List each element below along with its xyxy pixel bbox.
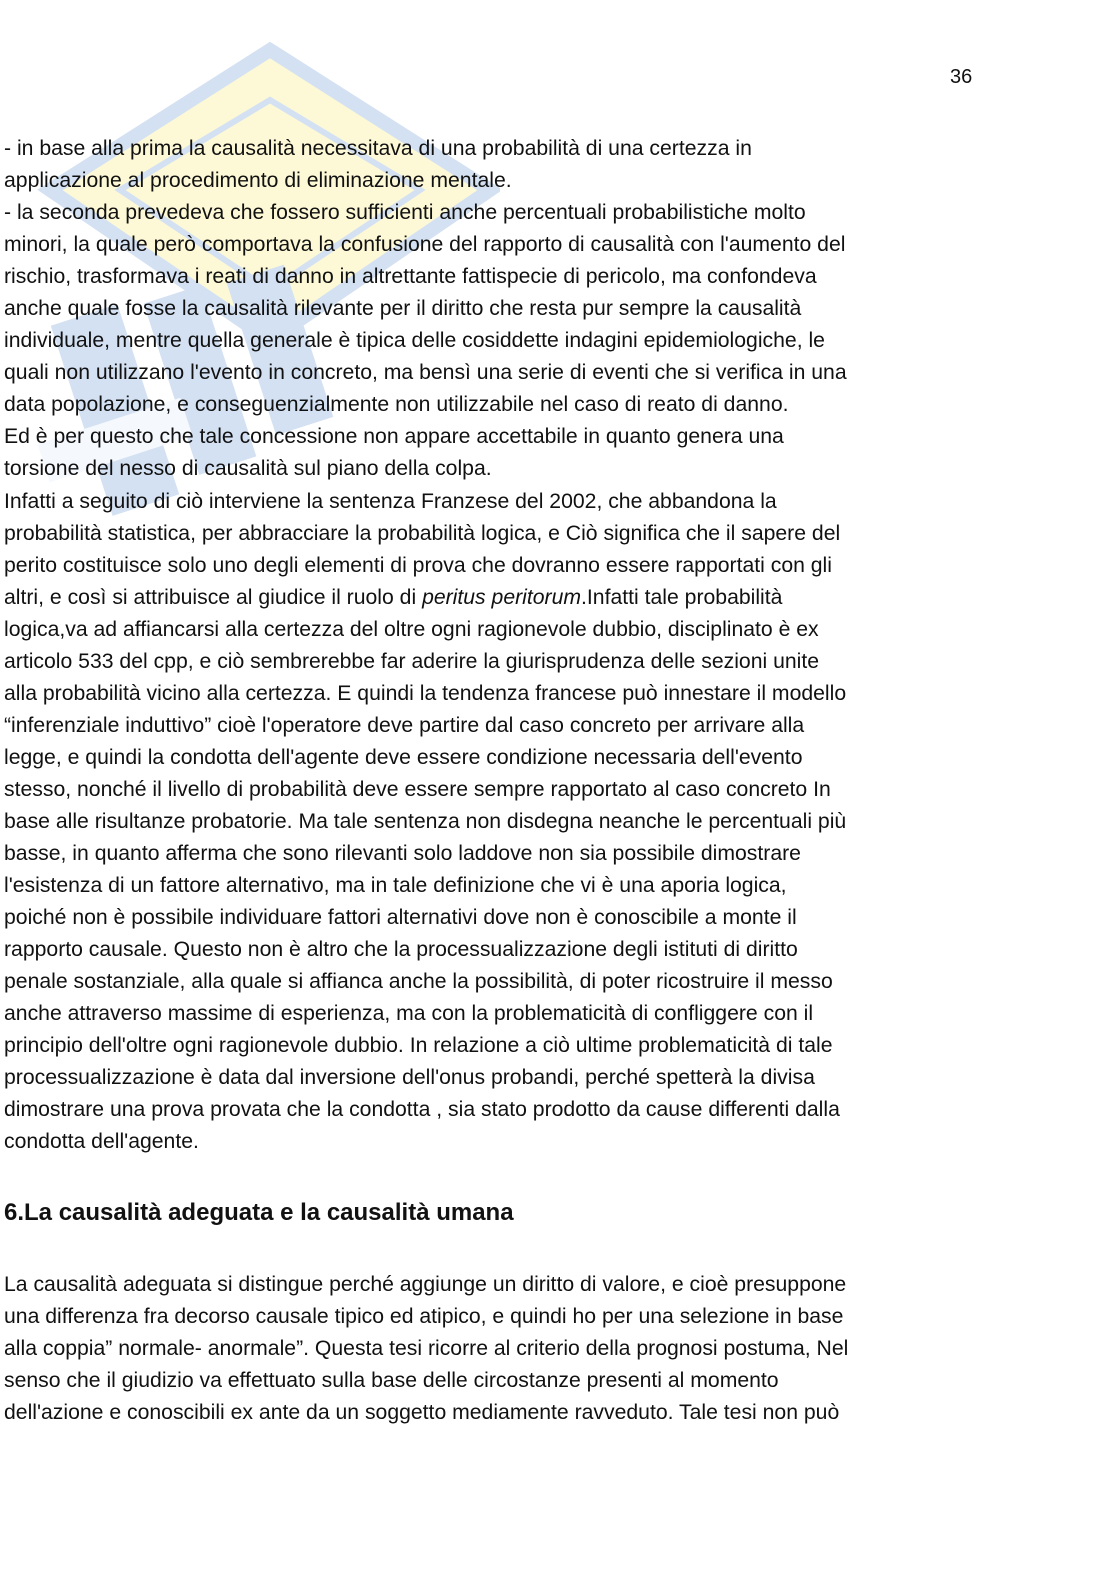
paragraph-causality-theories bbox=[4, 133, 989, 1159]
text-line: principio dell'oltre ogni ragionevole dubbio. In relazione a ciò ultime problematicità di tale bbox=[4, 1034, 833, 1058]
page-content bbox=[4, 133, 989, 1429]
text-line: probabilità statistica, per abbracciare la probabilità logica, e Ciò significa che il sapere del bbox=[4, 521, 841, 545]
text-line: condotta dell'agente. bbox=[4, 1130, 199, 1154]
text-line: torsione del nesso di causalità sul piano della colpa. bbox=[4, 457, 492, 481]
text-line: senso che il giudizio va effettuato sulla base delle circostanze presenti al momento bbox=[4, 1368, 779, 1392]
text-line: La causalità adeguata si distingue perché aggiunge un diritto di valore, e cioè presuppone bbox=[4, 1272, 847, 1296]
text-line: basse, in quanto afferma che sono rilevanti solo laddove non sia possibile dimostrare bbox=[4, 842, 801, 866]
paragraph-adequate-causality bbox=[4, 1269, 989, 1429]
text-line-peritus bbox=[4, 582, 989, 614]
text-line: poiché non è possibile individuare fattori alternativi dove non è conoscibile a monte il bbox=[4, 906, 797, 930]
text-line: - la seconda prevedeva che fossero sufficienti anche percentuali probabilistiche molto bbox=[4, 201, 806, 225]
text-line: rischio, trasformava i reati di danno in altrettante fattispecie di pericolo, ma confondeva bbox=[4, 265, 817, 289]
text-line: articolo 533 del cpp, e ciò sembrerebbe far aderire la giurisprudenza delle sezioni unite bbox=[4, 649, 820, 673]
italic-latin-term: peritus peritorum bbox=[422, 585, 582, 609]
text-segment: altri, e così si attribuisce al giudice il ruolo di bbox=[4, 585, 423, 609]
text-line: logica,va ad affiancarsi alla certezza del oltre ogni ragionevole dubbio, disciplinato è ex bbox=[4, 617, 819, 641]
text-line: Infatti a seguito di ciò interviene la sentenza Franzese del 2002, che abbandona la bbox=[4, 489, 777, 513]
page-number: 36 bbox=[950, 66, 973, 88]
text-line: quali non utilizzano l'evento in concreto, ma bensì una serie di eventi che si verifica in una bbox=[4, 361, 847, 385]
text-line: data popolazione, e conseguenzialmente non utilizzabile nel caso di reato di danno. bbox=[4, 393, 789, 417]
text-line: alla probabilità vicino alla certezza. E quindi la tendenza francese può innestare il modello bbox=[4, 681, 847, 705]
text-line: penale sostanziale, alla quale si affianca anche la possibilità, di poter ricostruire il messo bbox=[4, 970, 833, 994]
text-line: stesso, nonché il livello di probabilità deve essere sempre rapportato al caso concreto In bbox=[4, 777, 831, 801]
section-heading: 6.La causalità adeguata e la causalità umana bbox=[4, 1198, 514, 1226]
text-line: anche attraverso massime di esperienza, ma con la problematicità di confliggere con il bbox=[4, 1002, 814, 1026]
text-line: individuale, mentre quella generale è tipica delle cosiddette indagini epidemiologiche, le bbox=[4, 329, 825, 353]
text-line: minori, la quale però comportava la confusione del rapporto di causalità con l'aumento del bbox=[4, 233, 846, 257]
text-line: l'esistenza di un fattore alternativo, ma in tale definizione che vi è una aporia logica, bbox=[4, 874, 787, 898]
text-line: dell'azione e conoscibili ex ante da un soggetto mediamente ravveduto. Tale tesi non può bbox=[4, 1400, 840, 1424]
text-line: - in base alla prima la causalità necessitava di una probabilità di una certezza in bbox=[4, 137, 752, 160]
text-line: una differenza fra decorso causale tipico ed atipico, e quindi ho per una selezione in base bbox=[4, 1304, 844, 1328]
text-line: rapporto causale. Questo non è altro che la processualizzazione degli istituti di diritto bbox=[4, 938, 798, 962]
text-line: legge, e quindi la condotta dell'agente deve essere condizione necessaria dell'evento bbox=[4, 745, 803, 769]
text-line: perito costituisce solo uno degli elementi di prova che dovranno essere rapportati con gli bbox=[4, 553, 832, 577]
text-segment: .Infatti tale probabilità bbox=[581, 585, 783, 609]
text-line: anche quale fosse la causalità rilevante per il diritto che resta pur sempre la causalità bbox=[4, 297, 802, 321]
text-line: applicazione al procedimento di eliminazione mentale. bbox=[4, 169, 512, 193]
text-line: “inferenziale induttivo” cioè l'operatore deve partire dal caso concreto per arrivare alla bbox=[4, 713, 805, 737]
text-line: alla coppia” normale- anormale”. Questa tesi ricorre al criterio della prognosi postuma, Nel bbox=[4, 1336, 849, 1360]
text-line: base alle risultanze probatorie. Ma tale sentenza non disdegna neanche le percentuali più bbox=[4, 809, 847, 833]
text-line: processualizzazione è data dal inversione dell'onus probandi, perché spetterà la divisa bbox=[4, 1066, 815, 1090]
text-line: Ed è per questo che tale concessione non appare accettabile in quanto genera una bbox=[4, 425, 784, 449]
text-line: dimostrare una prova provata che la condotta , sia stato prodotto da cause differenti dalla bbox=[4, 1098, 840, 1122]
